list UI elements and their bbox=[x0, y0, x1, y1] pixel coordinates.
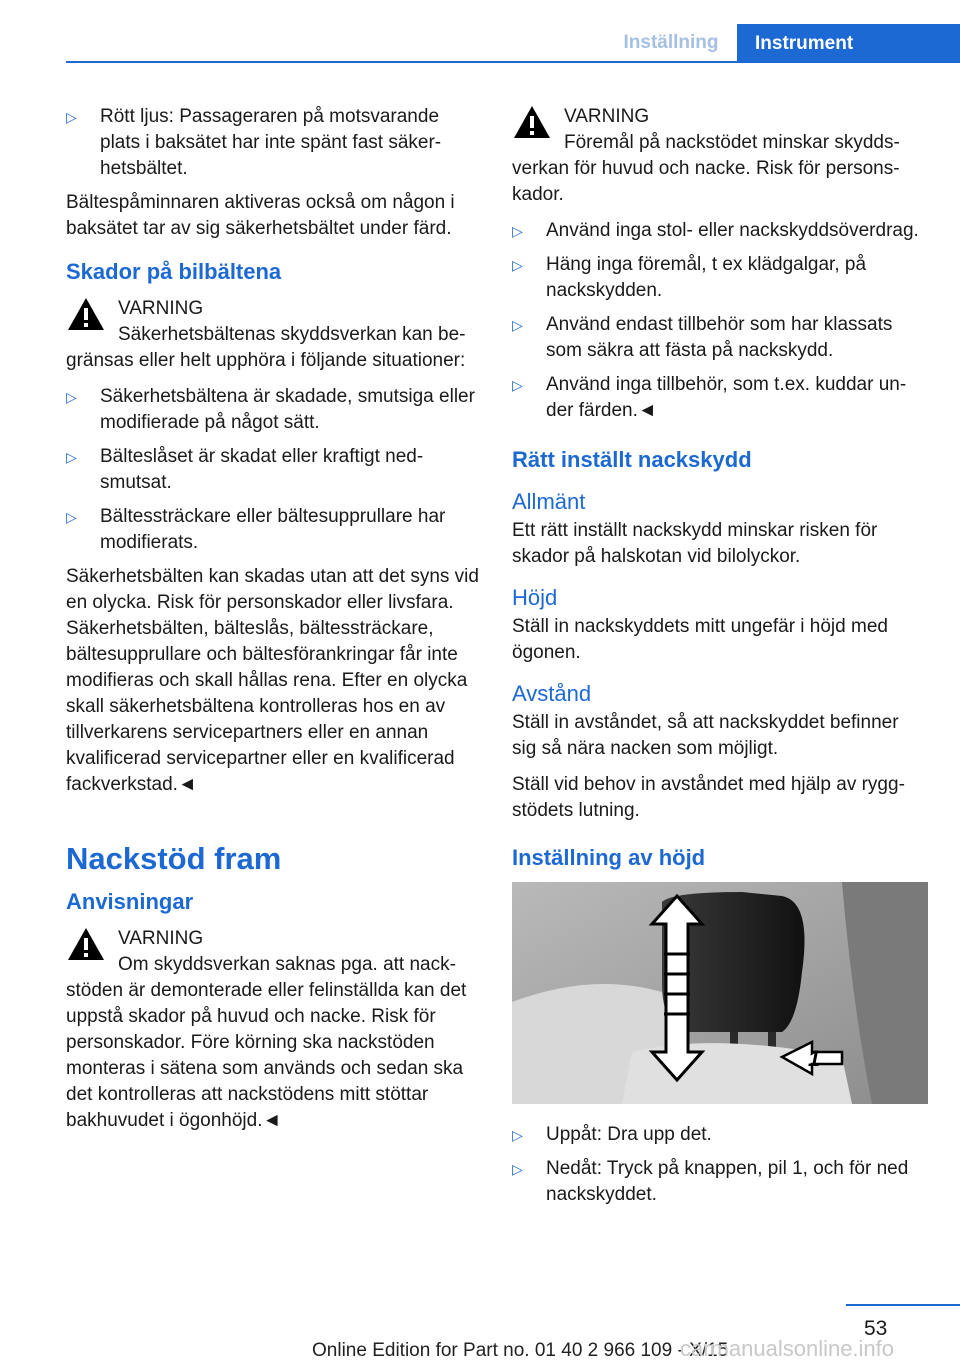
figure-label-1: 1 bbox=[808, 1046, 821, 1071]
edition-text: Online Edition for Part no. 01 40 2 966 109 - X/15 bbox=[312, 1340, 729, 1361]
list-item-text: Använd inga tillbehör, som t.ex. kuddar under färden.◄ bbox=[546, 374, 907, 421]
list-item bbox=[512, 312, 926, 364]
warning-block bbox=[512, 104, 926, 208]
list-item-text: Rött ljus: Passageraren på motsvarande plats i baksätet har inte spänt fast säkerhetsbältet. bbox=[100, 106, 442, 179]
headrest-figure bbox=[512, 882, 928, 1104]
paragraph: Ställ vid behov in avståndet med hjälp av ryggstödets lutning. bbox=[512, 774, 905, 821]
list-item bbox=[66, 444, 480, 496]
bullet-triangle-icon: ▷ bbox=[66, 389, 77, 405]
list-item-text: Nedåt: Tryck på knappen, pil 1, och för ned nackskyddet. bbox=[546, 1158, 909, 1205]
page-number: 53 bbox=[864, 1317, 888, 1340]
paragraph: Ställ in avståndet, så att nackskyddet befinner sig så nära nacken som möjligt. bbox=[512, 712, 899, 759]
list-item bbox=[512, 372, 926, 424]
bullet-triangle-icon: ▷ bbox=[512, 1127, 523, 1143]
warning-icon bbox=[512, 104, 552, 140]
list-item bbox=[66, 104, 480, 182]
warning-text: Om skyddsverkan saknas pga. att nackstöden är demonterade eller felinställda kan det uppstå skador på huvud och nacke. Risk för personskador. Före körning ska nackstöden monteras i sätena som används och sedan ska det kontrolleras att nackstödens mitt stöttar bakhuvudet i ögonhöjd.◄ bbox=[66, 954, 467, 1131]
heading-anvisningar: Anvisningar bbox=[66, 889, 194, 914]
list-item bbox=[512, 252, 926, 304]
heading-hojd: Höjd bbox=[512, 585, 558, 610]
tab-instrument[interactable]: Instrument bbox=[737, 24, 960, 63]
bullet-triangle-icon: ▷ bbox=[512, 317, 523, 333]
heading-nackstod: Nackstöd fram bbox=[66, 841, 282, 876]
left-column bbox=[66, 104, 480, 1144]
warning-icon bbox=[66, 926, 106, 962]
list-item bbox=[512, 1122, 926, 1148]
paragraph: Säkerhetsbälten kan skadas utan att det syns vid en olycka. Risk för personskador eller livsfara. Säkerhetsbälten, bälteslås, bältessträckare, bältesupprullare och bältesförankringar får inte modifieras och skall hållas rena. Efter en olycka skall säkerhetsbältena kontrolleras hos en av tillverkarens servicepartners eller en annan kvalificerad servicepartner eller en kvalificerad fackverkstad.◄ bbox=[66, 566, 479, 795]
tab-installning[interactable]: Inställning bbox=[623, 32, 719, 53]
heading-ratt-installt: Rätt inställt nackskydd bbox=[512, 447, 752, 472]
watermark: carmanualsonline.info bbox=[680, 1336, 895, 1361]
warning-block bbox=[66, 296, 480, 374]
heading-skador: Skador på bilbältena bbox=[66, 259, 282, 284]
paragraph: Ett rätt inställt nackskydd minskar risken för skador på halskotan vid bilolyckor. bbox=[512, 520, 878, 567]
warning-icon bbox=[66, 296, 106, 332]
heading-installning-hojd: Inställning av höjd bbox=[512, 845, 706, 870]
list-item bbox=[512, 1156, 926, 1208]
list-item bbox=[512, 218, 926, 244]
list-item-text: Bältessträckare eller bältesupprullare har modifierats. bbox=[100, 506, 446, 553]
bullet-triangle-icon: ▷ bbox=[66, 109, 77, 125]
list-item-text: Häng inga föremål, t ex klädgalgar, på nackskydden. bbox=[546, 254, 867, 301]
page-number-rule bbox=[846, 1304, 960, 1306]
list-item-text: Använd endast tillbehör som har klassats som säkra att fästa på nackskydd. bbox=[546, 314, 893, 361]
bullet-triangle-icon: ▷ bbox=[66, 509, 77, 525]
warning-title: VARNING bbox=[564, 106, 650, 127]
paragraph: Ställ in nackskyddets mitt ungefär i höjd med ögonen. bbox=[512, 616, 888, 663]
warning-text: Säkerhetsbältenas skyddsverkan kan begränsas eller helt upphöra i följande situationer: bbox=[66, 324, 466, 371]
bullet-triangle-icon: ▷ bbox=[512, 257, 523, 273]
bullet-triangle-icon: ▷ bbox=[512, 377, 523, 393]
list-item-text: Bälteslåset är skadat eller kraftigt nedsmutsat. bbox=[100, 446, 424, 493]
paragraph: Bältespåminnaren aktiveras också om någon i baksätet tar av sig säkerhetsbältet under färd. bbox=[66, 192, 455, 239]
list-item bbox=[66, 504, 480, 556]
list-item-text: Använd inga stol- eller nackskyddsöverdrag. bbox=[546, 220, 919, 241]
heading-allmant: Allmänt bbox=[512, 489, 586, 514]
list-item bbox=[66, 384, 480, 436]
list-item-text: Säkerhetsbältena är skadade, smutsiga eller modifierade på något sätt. bbox=[100, 386, 475, 433]
warning-title: VARNING bbox=[118, 928, 204, 949]
right-column bbox=[512, 104, 926, 1216]
warning-text: Föremål på nackstödet minskar skyddsverkan för huvud och nacke. Risk för personskador. bbox=[512, 132, 900, 205]
headrest-illustration bbox=[512, 882, 928, 1104]
bullet-triangle-icon: ▷ bbox=[66, 449, 77, 465]
warning-block bbox=[66, 926, 480, 1134]
heading-avstand: Avstånd bbox=[512, 681, 592, 706]
warning-title: VARNING bbox=[118, 298, 204, 319]
list-item-text: Uppåt: Dra upp det. bbox=[546, 1124, 712, 1145]
bullet-triangle-icon: ▷ bbox=[512, 223, 523, 239]
bullet-triangle-icon: ▷ bbox=[512, 1161, 523, 1177]
